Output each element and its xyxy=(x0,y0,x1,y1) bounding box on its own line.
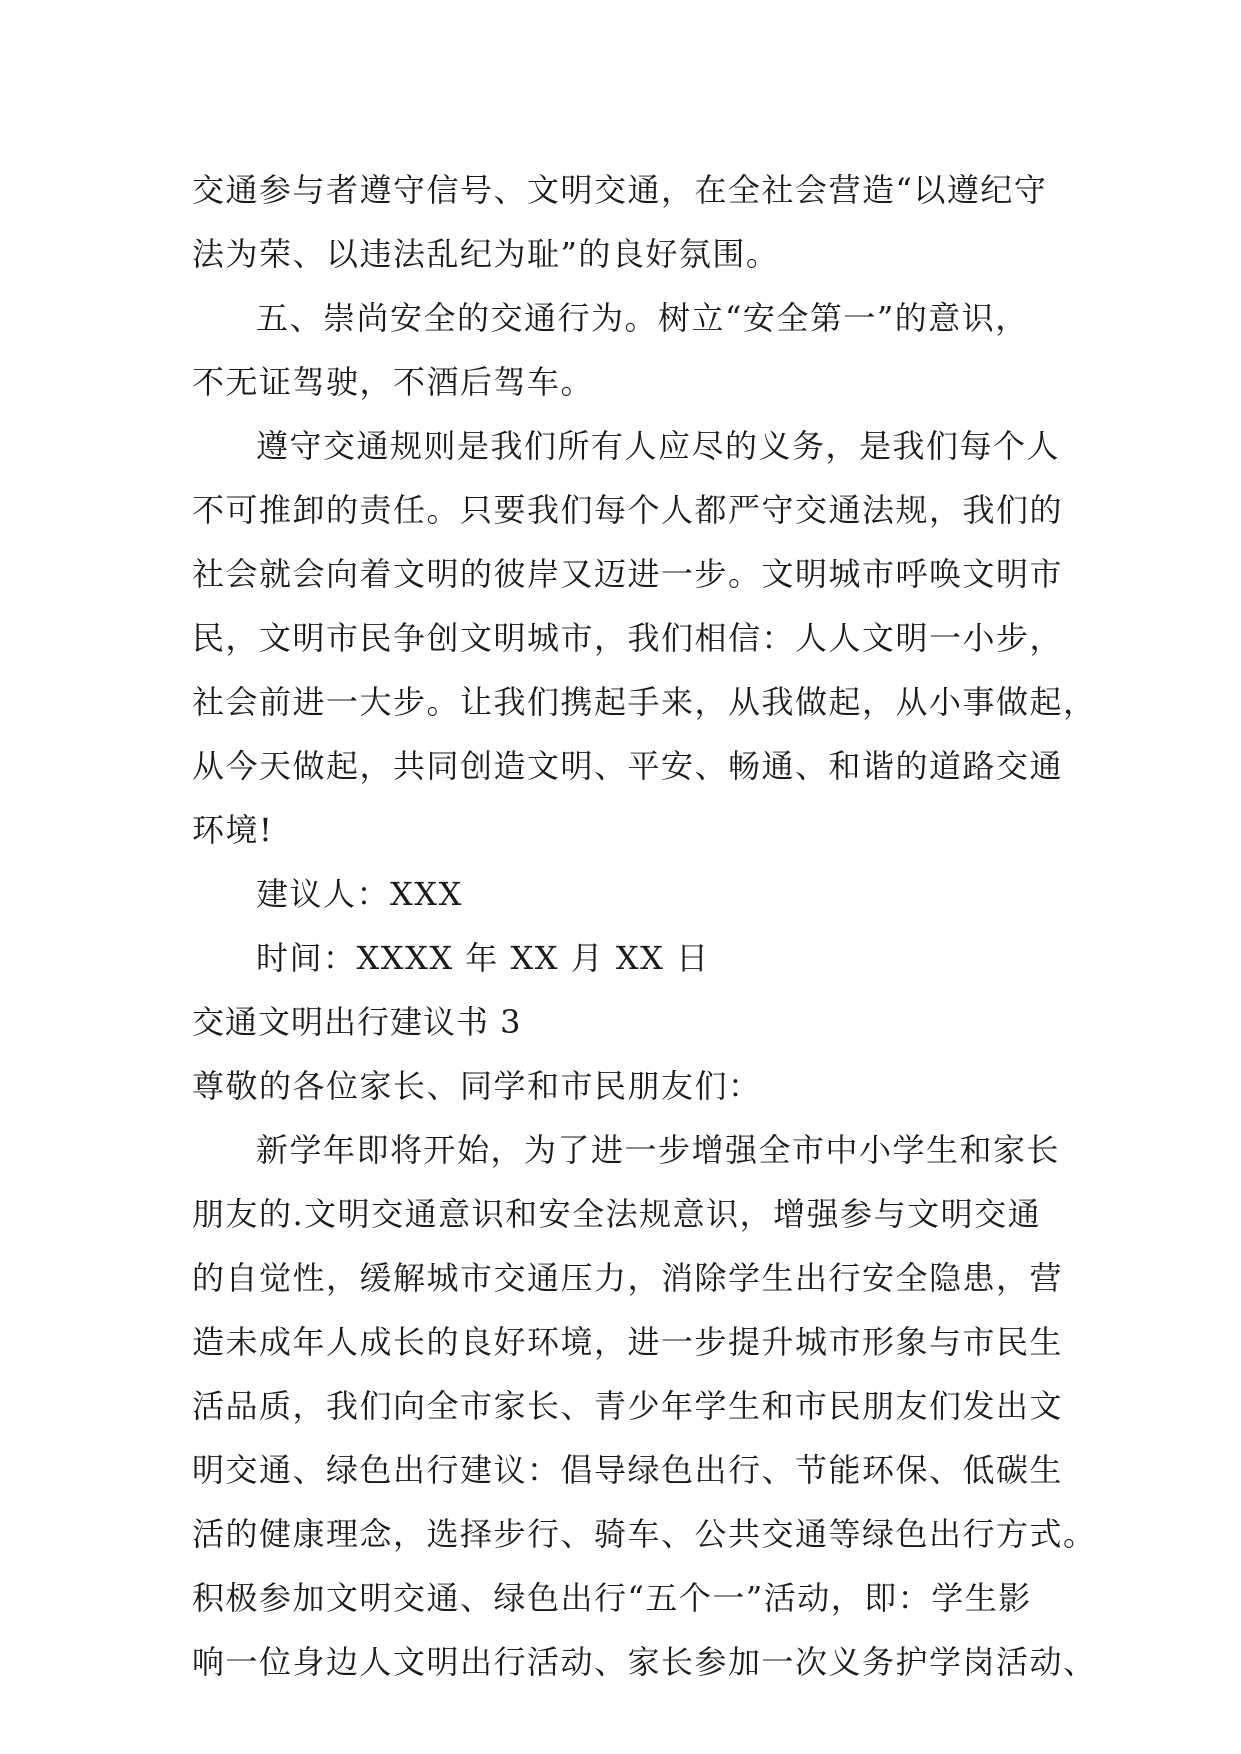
paragraph-line: 明交通、绿色出行建议：倡导绿色出行、节能环保、低碳生 xyxy=(192,1451,1064,1489)
paragraph-line: 从今天做起，共同创造文明、平安、畅通、和谐的道路交通 xyxy=(192,747,1064,785)
paragraph-line: 交通参与者遵守信号、文明交通，在全社会营造“以遵纪守 xyxy=(192,171,1048,209)
document-body xyxy=(192,158,1097,1694)
section-title: 交通文明出行建议书 3 xyxy=(192,1003,522,1041)
paragraph-line: 积极参加文明交通、绿色出行“五个一”活动，即：学生影 xyxy=(192,1579,1032,1617)
paragraph-line: 造未成年人成长的良好环境，进一步提升城市形象与市民生 xyxy=(192,1323,1064,1361)
paragraph-line: 不可推卸的责任。只要我们每个人都严守交通法规，我们的 xyxy=(192,491,1064,529)
date-line: 时间：XXXX 年 XX 月 XX 日 xyxy=(256,939,710,977)
salutation: 尊敬的各位家长、同学和市民朋友们： xyxy=(192,1067,762,1105)
paragraph-line: 的自觉性，缓解城市交通压力，消除学生出行安全隐患，营 xyxy=(192,1259,1064,1297)
paragraph-line: 不无证驾驶，不酒后驾车。 xyxy=(192,363,595,401)
section-five-line: 五、崇尚安全的交通行为。树立“安全第一”的意识， xyxy=(256,299,1029,337)
paragraph-line: 活品质，我们向全市家长、青少年学生和市民朋友们发出文 xyxy=(192,1387,1064,1425)
paragraph-line: 遵守交通规则是我们所有人应尽的义务，是我们每个人 xyxy=(256,427,1061,465)
paragraph-line: 民，文明市民争创文明城市，我们相信：人人文明一小步， xyxy=(192,619,1064,657)
paragraph-line: 活的健康理念，选择步行、骑车、公共交通等绿色出行方式。 xyxy=(192,1515,1097,1553)
paragraph-line: 环境! xyxy=(192,811,274,849)
paragraph-line: 社会就会向着文明的彼岸又迈进一步。文明城市呼唤文明市 xyxy=(192,555,1064,593)
paragraph-line: 朋友的.文明交通意识和安全法规意识，增强参与文明交通 xyxy=(192,1195,1042,1233)
paragraph-line: 响一位身边人文明出行活动、家长参加一次义务护学岗活动、 xyxy=(192,1643,1097,1681)
paragraph-line: 新学年即将开始，为了进一步增强全市中小学生和家长 xyxy=(256,1131,1061,1169)
paragraph-line: 社会前进一大步。让我们携起手来，从我做起，从小事做起， xyxy=(192,683,1097,721)
proposer-line: 建议人：XXX xyxy=(256,875,463,913)
paragraph-line: 法为荣、以违法乱纪为耻”的良好氛围。 xyxy=(192,235,780,273)
